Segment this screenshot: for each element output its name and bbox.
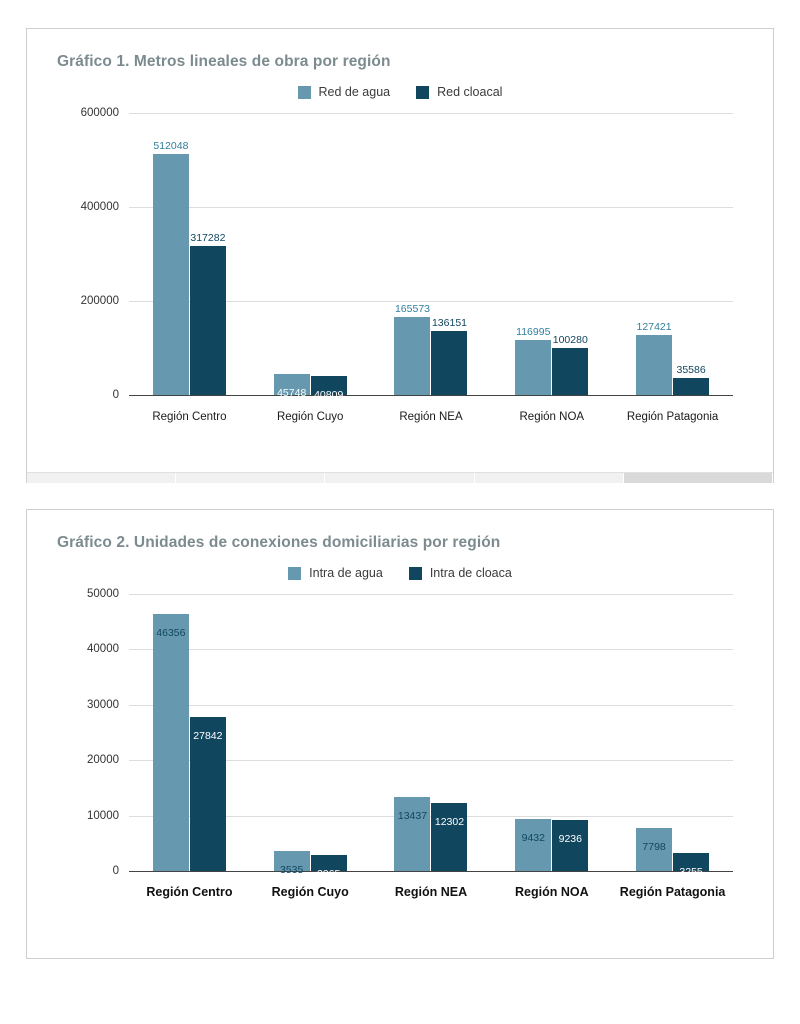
- legend-swatch-light-icon: [298, 86, 311, 99]
- bar-group: [491, 594, 612, 871]
- bar-red-de-agua[interactable]: [515, 326, 551, 395]
- scroll-segment: [27, 473, 176, 483]
- chart-2-x-labels: [129, 885, 733, 899]
- bar-intra-de-cloaca[interactable]: [431, 803, 467, 871]
- bar-value-label: 3255: [679, 866, 703, 878]
- bar-group: [129, 594, 250, 871]
- scroll-segment: [176, 473, 325, 483]
- chart-2-plot: [49, 586, 751, 911]
- x-tick-label: Región Patagonia: [619, 885, 726, 899]
- bar-red-de-agua[interactable]: [274, 374, 310, 399]
- bar-value-label: 40809: [314, 388, 344, 401]
- bar-intra-de-agua[interactable]: [515, 819, 551, 871]
- ytick-label: 50000: [87, 588, 119, 600]
- legend-label: Red de agua: [318, 85, 391, 99]
- chart-2-axes: [87, 588, 733, 880]
- chart-1-x-labels: [129, 411, 733, 423]
- scroll-segment: [325, 473, 474, 483]
- bar-intra-de-agua[interactable]: [636, 828, 672, 871]
- bar-red-de-agua[interactable]: [153, 140, 189, 395]
- bar-value-label: 45748: [277, 386, 307, 399]
- chart-card-1: [26, 28, 774, 483]
- chart-card-2: [26, 509, 774, 959]
- bar-value-label: 9432: [521, 831, 545, 844]
- bar-value-label: 512048: [153, 140, 189, 153]
- axis-baseline: [129, 395, 733, 396]
- bar-intra-de-agua[interactable]: [394, 797, 430, 872]
- ytick-label: 0: [112, 865, 119, 877]
- bar-intra-de-cloaca[interactable]: [673, 853, 709, 878]
- x-tick-label: Región Patagonia: [626, 411, 719, 423]
- ytick-label: 600000: [80, 107, 119, 119]
- bar-group: [491, 113, 612, 395]
- chart-2-legend: [49, 566, 751, 580]
- axis-baseline: [129, 871, 733, 872]
- bar-group: [371, 594, 492, 871]
- horizontal-scroll-strip[interactable]: [27, 472, 773, 483]
- bar-value-label: 12302: [434, 815, 465, 828]
- chart-2-title: Gráfico 2. Unidades de conexiones domiciliarias por región: [57, 534, 501, 551]
- chart-1-plot: [49, 105, 751, 435]
- bar-value-label: 2965: [317, 867, 341, 880]
- bar-value-label: 35586: [676, 364, 706, 377]
- bar-group: [250, 113, 371, 401]
- bar-group: [250, 594, 371, 880]
- bar-intra-de-cloaca[interactable]: [311, 855, 347, 880]
- scroll-thumb[interactable]: [624, 473, 773, 483]
- x-tick-label: Región NOA: [514, 885, 589, 899]
- bar-intra-de-cloaca[interactable]: [190, 717, 226, 871]
- legend-swatch-dark-icon: [409, 567, 422, 580]
- bar-red-cloacal[interactable]: [190, 231, 226, 395]
- bar-value-label: 127421: [636, 321, 672, 334]
- bar-value-label: 317282: [190, 231, 226, 244]
- bar-value-label: 116995: [516, 326, 551, 339]
- chart-2-bar-groups: [129, 594, 733, 880]
- bar-value-label: 9236: [558, 832, 582, 845]
- legend-label: Red cloacal: [437, 85, 503, 99]
- ytick-label: 30000: [87, 698, 119, 711]
- bar-red-cloacal[interactable]: [431, 317, 468, 395]
- x-tick-label: Región Cuyo: [276, 411, 344, 423]
- ytick-label: 0: [112, 389, 119, 401]
- bar-intra-de-cloaca[interactable]: [552, 820, 588, 871]
- bar-value-label: 100280: [552, 333, 588, 346]
- bar-red-de-agua[interactable]: [636, 321, 672, 395]
- x-tick-label: Región NEA: [399, 411, 463, 423]
- legend-item-intra-de-cloaca[interactable]: [409, 566, 512, 580]
- ytick-label: 20000: [87, 754, 119, 767]
- bar-red-cloacal[interactable]: [673, 364, 709, 395]
- bar-group: [129, 113, 250, 395]
- x-tick-label: Región Cuyo: [271, 885, 349, 899]
- legend-swatch-dark-icon: [416, 86, 429, 99]
- ytick-label: 10000: [87, 809, 119, 822]
- bar-red-cloacal[interactable]: [552, 333, 588, 395]
- legend-label: Intra de agua: [309, 566, 383, 580]
- x-tick-label: Región NOA: [519, 411, 585, 423]
- chart-1-bar-groups: [129, 113, 733, 401]
- bar-value-label: 3535: [280, 864, 304, 877]
- bar-value-label: 7798: [642, 840, 666, 853]
- bar-value-label: 27842: [193, 729, 223, 742]
- bar-intra-de-agua[interactable]: [274, 851, 310, 877]
- legend-item-red-cloacal[interactable]: [416, 85, 502, 99]
- legend-label: Intra de cloaca: [429, 566, 512, 580]
- bar-red-cloacal[interactable]: [311, 376, 347, 401]
- ytick-label: 200000: [80, 294, 119, 307]
- ytick-label: 400000: [80, 200, 119, 213]
- ytick-label: 40000: [87, 643, 119, 656]
- bar-value-label: 46356: [156, 627, 186, 640]
- bar-value-label: 136151: [431, 317, 468, 329]
- bar-value-label: 165573: [394, 303, 431, 316]
- legend-item-red-de-agua[interactable]: [298, 85, 391, 99]
- chart-1-axes: [80, 107, 733, 401]
- chart-1-legend: [49, 85, 751, 99]
- bar-group: [612, 594, 733, 878]
- x-tick-label: Región Centro: [152, 411, 227, 423]
- bar-group: [371, 113, 492, 395]
- bar-value-label: 13437: [397, 809, 428, 822]
- scroll-segment: [475, 473, 624, 483]
- legend-item-intra-de-agua[interactable]: [288, 566, 383, 580]
- bar-intra-de-agua[interactable]: [153, 614, 189, 871]
- x-tick-label: Región Centro: [146, 885, 233, 899]
- bar-group: [612, 113, 733, 395]
- legend-swatch-light-icon: [288, 567, 301, 580]
- chart-1-title: Gráfico 1. Metros lineales de obra por región: [57, 53, 391, 70]
- bar-red-de-agua[interactable]: [394, 303, 431, 395]
- x-tick-label: Región NEA: [394, 885, 468, 899]
